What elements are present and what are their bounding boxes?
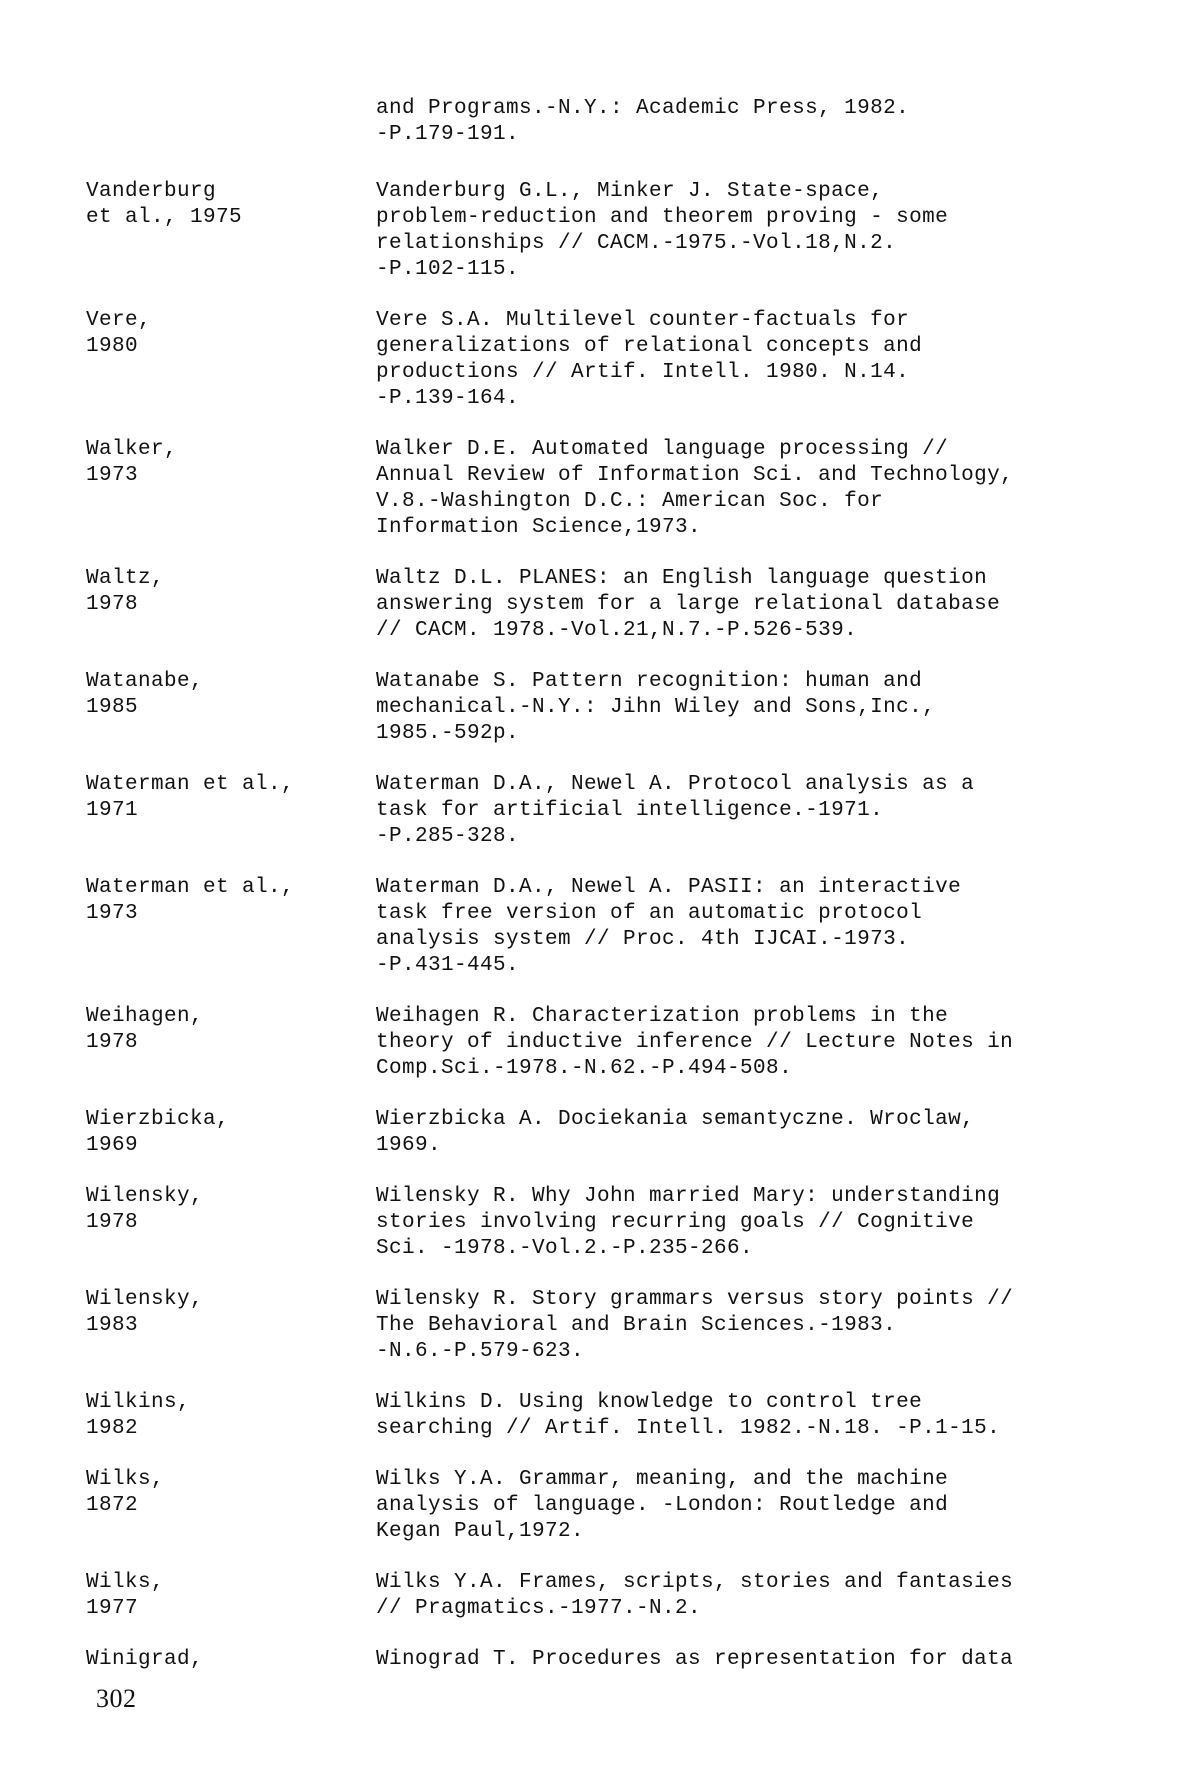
reference-line: -N.6.-P.579-623. (376, 1340, 585, 1363)
reference-line: -P.139-164. (376, 387, 520, 410)
reference-text (376, 1004, 1146, 1082)
reference-line: // Pragmatics.-1977.-N.2. (376, 1597, 702, 1620)
reference-text (376, 1570, 1146, 1622)
citation-key-line: Waltz, (86, 567, 165, 590)
reference-line: Walker D.E. Automated language processing // (376, 438, 949, 461)
citation-key-line: Vere, (86, 309, 152, 332)
citation-key-line: 1983 (86, 1314, 139, 1337)
reference-line: Vanderburg G.L., Minker J. State-space, (376, 180, 884, 203)
bibliography-entry (86, 1287, 1146, 1365)
citation-key (86, 1647, 376, 1673)
bibliography-entry (86, 96, 1146, 148)
citation-key (86, 566, 376, 644)
citation-key-line: 1872 (86, 1494, 139, 1517)
bibliography-list (86, 96, 1146, 1698)
citation-key-line: Waterman et al., (86, 773, 295, 796)
reference-line: Wilks Y.A. Grammar, meaning, and the machine (376, 1468, 949, 1491)
reference-line: Information Science,1973. (376, 516, 702, 539)
reference-line: analysis of language. -London: Routledge and (376, 1494, 949, 1517)
citation-key (86, 308, 376, 412)
citation-key-line: 1980 (86, 335, 139, 358)
bibliography-entry (86, 1004, 1146, 1082)
reference-line: 1985.-592p. (376, 722, 520, 745)
reference-text (376, 1184, 1146, 1262)
reference-line: Winograd T. Procedures as representation for data (376, 1648, 1014, 1671)
bibliography-entry (86, 1107, 1146, 1159)
bibliography-entry (86, 772, 1146, 850)
reference-line: -P.102-115. (376, 258, 520, 281)
reference-line: Wilensky R. Why John married Mary: understanding (376, 1185, 1001, 1208)
reference-text (376, 772, 1146, 850)
reference-line: Wilks Y.A. Frames, scripts, stories and fantasies (376, 1571, 1014, 1594)
reference-line: -P.431-445. (376, 954, 520, 977)
bibliography-entry (86, 1390, 1146, 1442)
citation-key-line: Wierzbicka, (86, 1108, 230, 1131)
citation-key-line: Wilensky, (86, 1288, 204, 1311)
reference-line: // CACM. 1978.-Vol.21,N.7.-P.526-539. (376, 619, 858, 642)
citation-key (86, 1184, 376, 1262)
bibliography-entry (86, 1184, 1146, 1262)
citation-key-line: 1973 (86, 464, 139, 487)
reference-text (376, 875, 1146, 979)
citation-key (86, 96, 376, 148)
citation-key (86, 1004, 376, 1082)
citation-key-line: Wilks, (86, 1468, 165, 1491)
bibliography-entry (86, 1467, 1146, 1545)
reference-text (376, 179, 1146, 283)
reference-line: Waterman D.A., Newel A. PASII: an interactive (376, 876, 962, 899)
citation-key-line: 1971 (86, 799, 139, 822)
reference-line: Weihagen R. Characterization problems in the (376, 1005, 949, 1028)
bibliography-entry (86, 669, 1146, 747)
citation-key-line: Watanabe, (86, 670, 204, 693)
citation-key (86, 179, 376, 283)
reference-line: V.8.-Washington D.C.: American Soc. for (376, 490, 884, 513)
reference-line: Wierzbicka A. Dociekania semantyczne. Wroclaw, (376, 1108, 975, 1131)
citation-key-line: 1973 (86, 902, 139, 925)
reference-line: task for artificial intelligence.-1971. (376, 799, 884, 822)
citation-key-line: 1969 (86, 1134, 139, 1157)
reference-line: Waterman D.A., Newel A. Protocol analysis as a (376, 773, 975, 796)
citation-key (86, 875, 376, 979)
reference-text (376, 1647, 1146, 1673)
citation-key (86, 437, 376, 541)
citation-key-line: et al., 1975 (86, 206, 243, 229)
citation-key (86, 1390, 376, 1442)
citation-key-line: Wilensky, (86, 1185, 204, 1208)
reference-text (376, 1107, 1146, 1159)
reference-line: relationships // CACM.-1975.-Vol.18,N.2. (376, 232, 897, 255)
reference-line: Comp.Sci.-1978.-N.62.-P.494-508. (376, 1057, 793, 1080)
reference-text (376, 566, 1146, 644)
bibliography-entry (86, 875, 1146, 979)
citation-key-line: Winigrad, (86, 1648, 204, 1671)
citation-key-line: Vanderburg (86, 180, 217, 203)
reference-line: stories involving recurring goals // Cognitive (376, 1211, 975, 1234)
reference-line: -P.285-328. (376, 825, 520, 848)
citation-key (86, 1570, 376, 1622)
reference-line: searching // Artif. Intell. 1982.-N.18. -P.1-15. (376, 1417, 1001, 1440)
reference-line: theory of inductive inference // Lecture Notes in (376, 1031, 1014, 1054)
citation-key-line: 1978 (86, 593, 139, 616)
reference-line: Wilkins D. Using knowledge to control tree (376, 1391, 923, 1414)
reference-text (376, 96, 1146, 148)
reference-line: -P.179-191. (376, 123, 520, 146)
citation-key-line: Wilks, (86, 1571, 165, 1594)
citation-key-line: 1982 (86, 1417, 139, 1440)
reference-line: Annual Review of Information Sci. and Technology, (376, 464, 1014, 487)
citation-key (86, 1467, 376, 1545)
bibliography-entry (86, 1570, 1146, 1622)
citation-key-line: Walker, (86, 438, 178, 461)
reference-line: and Programs.-N.Y.: Academic Press, 1982. (376, 97, 910, 120)
reference-text (376, 437, 1146, 541)
reference-line: problem-reduction and theorem proving - some (376, 206, 949, 229)
citation-key-line: Waterman et al., (86, 876, 295, 899)
citation-key-line: 1978 (86, 1031, 139, 1054)
reference-text (376, 1390, 1146, 1442)
bibliography-entry (86, 437, 1146, 541)
reference-text (376, 308, 1146, 412)
reference-line: Sci. -1978.-Vol.2.-P.235-266. (376, 1237, 754, 1260)
bibliography-entry (86, 179, 1146, 283)
reference-line: generalizations of relational concepts and (376, 335, 923, 358)
citation-key (86, 669, 376, 747)
citation-key (86, 772, 376, 850)
citation-key-line: Wilkins, (86, 1391, 191, 1414)
citation-key (86, 1287, 376, 1365)
reference-text (376, 1287, 1146, 1365)
reference-line: mechanical.-N.Y.: Jihn Wiley and Sons,Inc., (376, 696, 936, 719)
bibliography-entry (86, 308, 1146, 412)
reference-line: productions // Artif. Intell. 1980. N.14. (376, 361, 910, 384)
reference-line: analysis system // Proc. 4th IJCAI.-1973. (376, 928, 910, 951)
citation-key-line: 1977 (86, 1597, 139, 1620)
bibliography-entry (86, 566, 1146, 644)
citation-key-line: 1978 (86, 1211, 139, 1234)
page-number: 302 (96, 1684, 137, 1713)
reference-line: Vere S.A. Multilevel counter-factuals for (376, 309, 910, 332)
reference-line: 1969. (376, 1134, 442, 1157)
reference-line: answering system for a large relational database (376, 593, 1001, 616)
reference-line: Waltz D.L. PLANES: an English language question (376, 567, 988, 590)
citation-key-line: 1985 (86, 696, 139, 719)
citation-key (86, 1107, 376, 1159)
reference-line: Wilensky R. Story grammars versus story points // (376, 1288, 1014, 1311)
reference-line: task free version of an automatic protocol (376, 902, 923, 925)
reference-line: Kegan Paul,1972. (376, 1520, 585, 1543)
reference-line: Watanabe S. Pattern recognition: human and (376, 670, 923, 693)
reference-line: The Behavioral and Brain Sciences.-1983. (376, 1314, 897, 1337)
reference-text (376, 669, 1146, 747)
reference-text (376, 1467, 1146, 1545)
citation-key-line: Weihagen, (86, 1005, 204, 1028)
bibliography-entry (86, 1647, 1146, 1673)
